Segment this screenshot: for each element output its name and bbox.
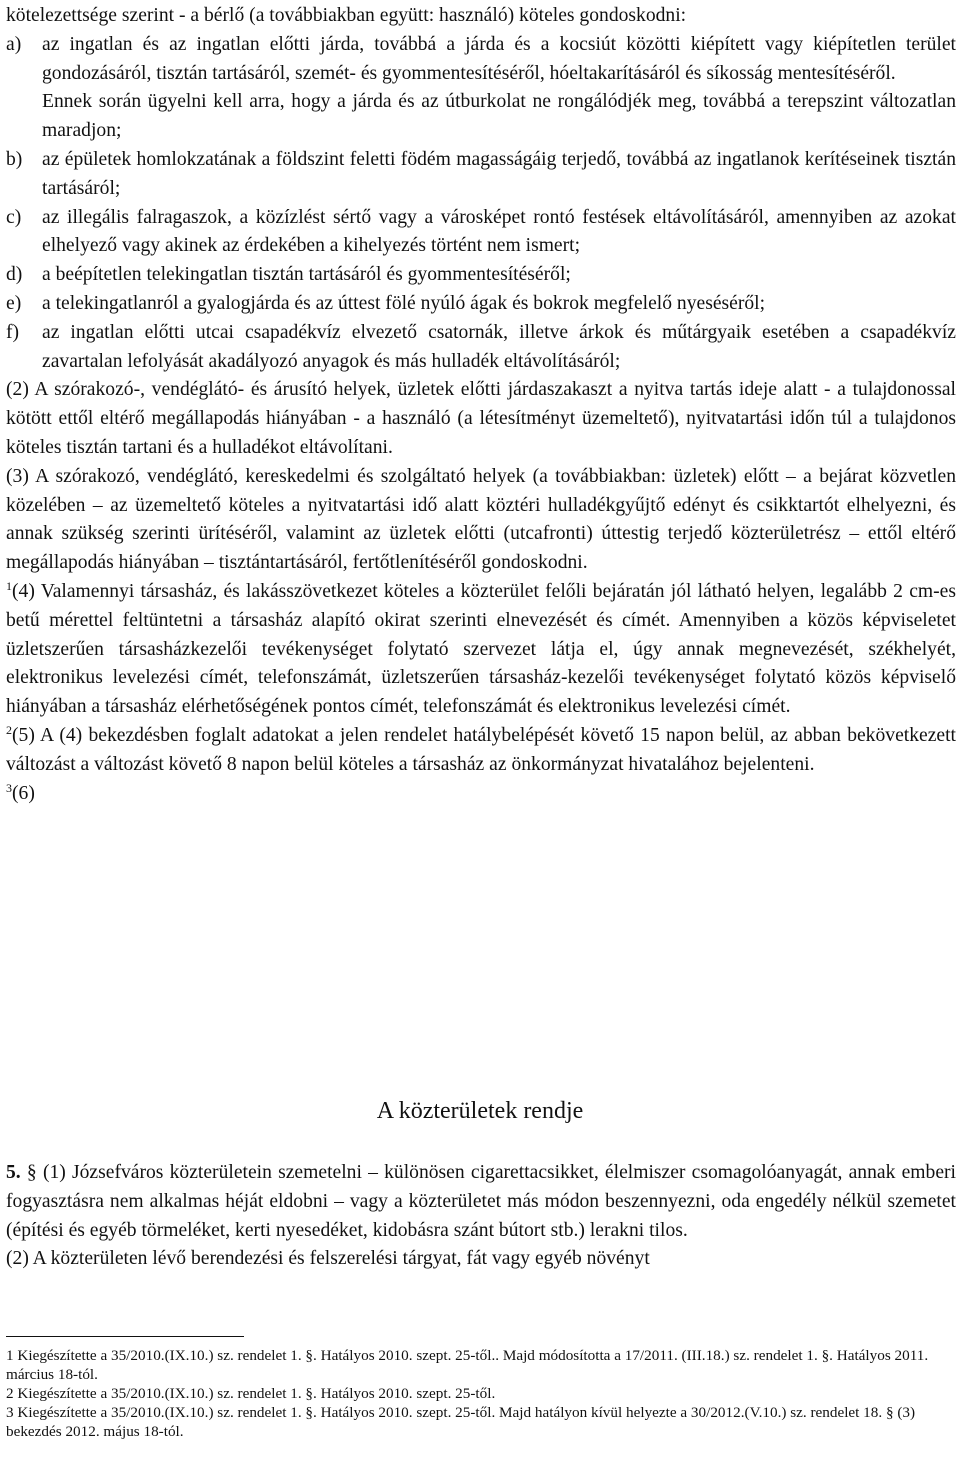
- list-item-a: [6, 31, 956, 89]
- list-item-f: [6, 319, 956, 377]
- section-5-body: [6, 1159, 956, 1274]
- list-text-a: az ingatlan és az ingatlan előtti járda, továbbá a járda és a kocsiút közötti kiépített vagy kiépítetlen terület gondozásáról, tisztán tartásáról, szemét- és gyommentesítéséről, hóeltakarításáról és síkosság mentesítéséről.: [42, 33, 956, 84]
- list-item-e: [6, 290, 956, 319]
- list-label-b: b): [6, 148, 23, 170]
- paragraph-6-text: (6): [12, 782, 35, 804]
- list-text-e: a telekingatlanról a gyalogjárda és az úttest fölé nyúló ágak és bokrok megfelelő nyeséséről;: [42, 292, 766, 314]
- list-item-d: [6, 261, 956, 290]
- paragraph-4: [6, 578, 956, 722]
- paragraph-3: (3) A szórakozó, vendéglátó, kereskedelmi és szolgáltató helyek (a továbbiakban: üzletek) előtt – a bejárat közvetlen közelében – az üzemeltető köteles a nyitvatartási idő alatt köztéri hulladékgyűjtő edényt és csikktartót elhelyezni, és annak szükség szerinti ürítéséről, valamint az üzletek előtti (utcafronti) úttestig terjedő közterületrész – ettől eltérő megállapodás hiányában – tisztántartásáról, fertőtlenítéséről gondoskodni.: [6, 465, 956, 574]
- footnote-divider: [6, 1336, 244, 1337]
- intro-paragraph: kötelezettsége szerint - a bérlő (a továbbiakban együtt: használó) köteles gondoskodni:: [6, 5, 687, 26]
- list-text-b: az épületek homlokzatának a földszint feletti födém magasságáig terjedő, továbbá az ingatlanok kerítéseinek tisztán tartásáról;: [42, 148, 956, 199]
- footnote-3: 3 Kiegészítette a 35/2010.(IX.10.) sz. rendelet 1. §. Hatályos 2010. szept. 25-től. Majd hatályon kívül helyezte a 30/2012.(V.10.) sz. rendelet 18. § (3) bekezdés 2012. május 18-tól.: [6, 1404, 916, 1440]
- section-heading: A közterületek rendje: [376, 1098, 584, 1124]
- section-5-paragraph-2: (2) A közterületen lévő berendezési és felszerelési tárgyat, fát vagy egyéb növényt: [6, 1248, 650, 1270]
- list-text-c: az illegális falragaszok, a közízlést sértő vagy a városképet rontó festések eltávolításáról, amennyiben az azokat elhelyező vagy akinek az érdekében a kihelyezés történt nem ismert;: [42, 206, 956, 257]
- section-5-paragraph-1: [6, 1159, 956, 1245]
- list-item-c: [6, 204, 956, 262]
- list-text-f: az ingatlan előtti utcai csapadékvíz elvezető csatornák, illetve árkok és műtárgyaik esetében a csapadékvíz zavartalan lefolyását akadályozó anyagok és más hulladék eltávolításáról;: [42, 321, 956, 372]
- document-body: [6, 2, 956, 808]
- paragraph-5: [6, 722, 956, 780]
- list-label-f: f): [6, 321, 20, 343]
- list-label-c: c): [6, 206, 22, 228]
- footnotes: [6, 1346, 956, 1441]
- footnote-1: 1 Kiegészítette a 35/2010.(IX.10.) sz. rendelet 1. §. Hatályos 2010. szept. 25-től.. Majd módosította a 17/2011. (III.18.) sz. rendelet 1. §. Hatályos 2011. március 18-tól.: [6, 1347, 929, 1383]
- footnote-ref-2[interactable]: 2: [6, 722, 12, 737]
- list-item-b: [6, 146, 956, 204]
- footnote-ref-3[interactable]: 3: [6, 780, 12, 795]
- list-label-d: d): [6, 264, 23, 286]
- section-number: 5.: [6, 1162, 21, 1183]
- paragraph-6: [6, 780, 956, 809]
- section-symbol: §: [26, 1162, 37, 1183]
- footnote-2: 2 Kiegészítette a 35/2010.(IX.10.) sz. rendelet 1. §. Hatályos 2010. szept. 25-től.: [6, 1385, 496, 1402]
- footnote-ref-1[interactable]: 1: [6, 578, 12, 593]
- list-label-e: e): [6, 292, 22, 314]
- list-item-a-continuation: Ennek során ügyelni kell arra, hogy a járda és az útburkolat ne rongálódjék meg, továbbá a terepszint változatlan maradjon;: [42, 91, 956, 142]
- list-label-a: a): [6, 33, 22, 55]
- paragraph-2: (2) A szórakozó-, vendéglátó- és árusító helyek, üzletek előtti járdaszakaszt a nyitva tartás ideje alatt - a tulajdonossal kötött ettől eltérő megállapodás hiányában - a használó (a létesítményt üzemeltető), nyitvatartási időn túl a tulajdonos köteles tisztán tartani és a hulladékot eltávolítani.: [6, 379, 956, 458]
- paragraph-4-text: (4) Valamennyi társasház, és lakásszövetkezet köteles a közterület felőli bejáratán jól látható helyen, legalább 2 cm-es betű mérettel feltüntetni a társasház alapító okirat szerinti elnevezését és címét. Amennyiben a közös képviseletet üzletszerűen társasházkezelői tevékenységet folytató szervezet látja el, úgy annak megnevezését, székhelyét, elektronikus levelezési címét, telefonszámát, üzletszerűen társasház-kezelői tevékenységet folytató közös képviselő hiányában a társasház elérhetőségének pontos címét, telefonszámát és elektronikus levelezési címét.: [6, 580, 956, 718]
- list-text-d: a beépítetlen telekingatlan tisztán tartásáról és gyommentesítéséről;: [42, 264, 571, 286]
- paragraph-5-text: (5) A (4) bekezdésben foglalt adatokat a jelen rendelet hatálybelépését követő 15 napon belül, az abban bekövetkezett változást a változást követő 8 napon belül köteles a társasház az önkormányzat hivatalához bejelenteni.: [6, 724, 956, 775]
- section-5-paragraph-1-text: (1) Józsefváros közterületein szemetelni – különösen cigarettacsikket, élelmiszer csomagolóanyagát, annak emberi fogyasztásra nem alkalmas héját eldobni – vagy a közterületet más módon beszennyezni, oda engedély nélkül szemetet (építési és egyéb törmeléket, kerti nyesedéket, kidobásra szánt bútort stb.) lerakni tilos.: [6, 1162, 956, 1241]
